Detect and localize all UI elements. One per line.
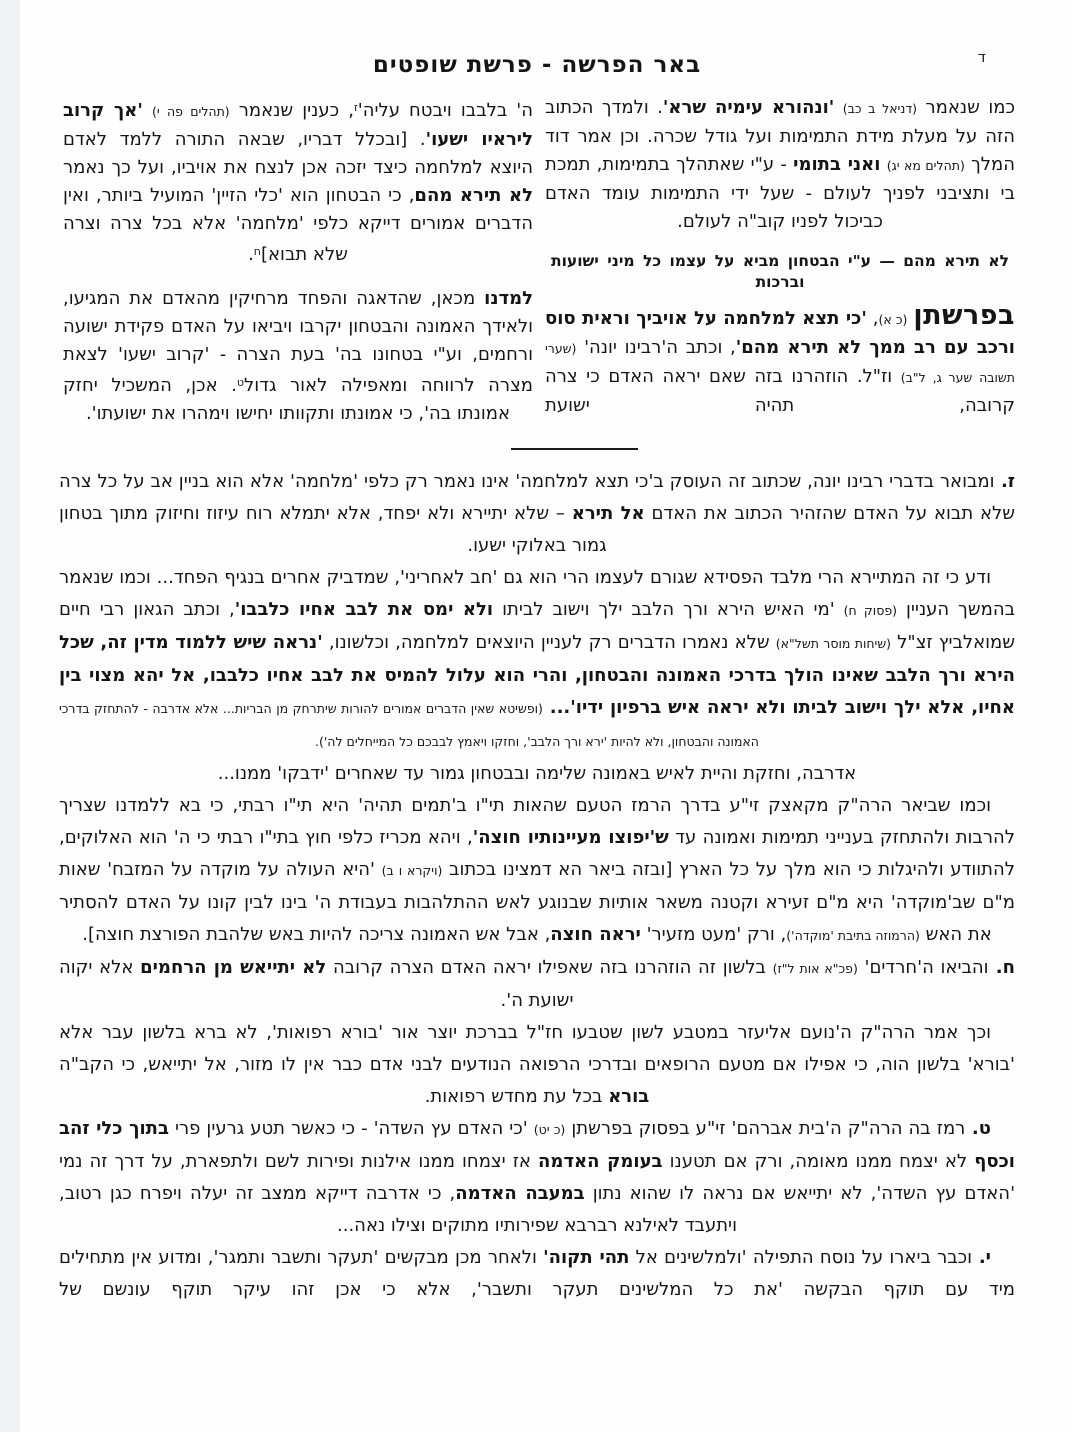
footnote-yud-p1: י. וכבר ביארו על נוסח התפילה 'ולמלשינים אל תהי תקוה' ולאחר מכן מבקשים 'תעקר ותשבר ותמגר', ומדוע אין מתחילים מיד עם תוקף הבקשה 'את כל המלשינים תעקר ותשבר', אלא כי אכן זהו עיקר תוקף עונשם של	[59, 1247, 1015, 1300]
page-number: ד	[977, 48, 986, 66]
footnote-divider	[511, 448, 638, 450]
page-title: באר הפרשה - פרשת שופטים	[372, 52, 702, 78]
paragraph-parshasan: בפרשתן (כ א), 'כי תצא למלחמה על אויביך וראית סוס ורכב עם רב ממך לא תירא מהם', וכתב ה'רבינו יונה' (שערי תשובה שער ג, ל"ב) וז"ל. הוזהרנו בזה שאם יראה האדם כי צרה קרובה, תהיה ישועת	[545, 300, 1015, 416]
two-column-section	[0, 78, 1074, 428]
scan-edge-shadow	[0, 0, 20, 1432]
column-left	[63, 94, 533, 428]
footnote-zayin-p3: אדרבה, וחזקת והיית לאיש באמונה שלימה ובבטחון גמור עד שאחרים 'ידבקו' ממנו...	[217, 763, 857, 784]
footnote-tes-p1: ט. רמז בה הרה"ק ה'בית אברהם' זי"ע בפסוק בפרשתן (כ יט) 'כי האדם עץ השדה' - כי כאשר תטע גרעין פרי בתוך כלי זהב וכסף לא יצמח ממנו מאומה, ורק אם תטענו בעומק האדמה אז יצמחו ממנו אילנות ופירות לשם ולתפארת, על דרך זה נמי 'האדם עץ השדה', לא יתייאש אם נראה לו שהוא נתון במעבה האדמה, כי אדרבה דייקא ממצב זה יעלה ויפרח כגן רטוב, ויתעבד לאילנא רברבא שפירותיו מתוקים וצילו נאה...	[59, 1118, 1016, 1236]
footnote-zayin-p2: ודע כי זה המתיירא הרי מלבד הפסידא שגורם לעצמו הרי הוא גם 'חב לאחריני', שמדביק אחרים בנגיף הפחד... וכמו שנאמר בהמשך העניין (פסוק ח) 'מי האיש הירא ורך הלבב ילך וישוב לביתו ולא ימס את לבב אחיו כלבבו', וכתב הגאון רבי חיים שמואלביץ זצ"ל (שיחות מוסר תשל"א) שלא נאמרו הדברים רק לעניין היוצאים למלחמה, וכלשונו, 'נראה שיש ללמוד מדין זה, שכל הירא ורך הלבב שאינו הולך בדרכי האמונה והבטחון, והרי הוא עלול להמיס את לבב אחיו כלבבו, אל יהא מצוי בין אחיו, אלא ילך וישוב לביתו ולא יראה איש ברפיון ידיו'... (ופשיטא שאין הדברים אמורים להורות שיתרחק מן הבריות... אלא אדרבה - להתחזק בדרכי האמונה והבטחון, ולא להיות 'ירא ורך הלבב', וחזקו ויאמץ לבבכם כל המייחלים לה').	[59, 567, 1016, 749]
paragraph-bitachon-continued: ה' בלבבו ויבטח $עליה'^ז$, כענין שנאמר (תהלים פה י) 'אך קרוב ליראיו ישעו'. [ובכלל דבריו, שבאה התורה ללמד לאדם היוצא למלחמה כיצד יזכה אכן לנצח את אויביו, ועל כך נאמר לא תירא מהם, כי הבטחון הוא 'כלי הזיין' המועיל ביותר, ואין הדברים אמורים דייקא כלפי 'מלחמה' אלא בכל צרה וצרה שלא תבוא]$^ח$.	[63, 100, 534, 265]
section-header: לא תירא מהם — ע"י הבטחון מביא על עצמו כל מיני ישועות וברכות	[551, 252, 1009, 291]
paragraph-lamadnu: למדנו מכאן, שהדאגה והפחד מרחיקין מהאדם את המגיעו, ולאידך האמונה והבטחון יקרבו ויביאו על האדם פקידת ישועה ורחמים, וע"י בטחונו בה' בעת הצרה - 'קרוב ישעו' לצאת מצרה לרווחה ומאפילה לאור גדול$^ט$. אכן, המשכיל יחזק אמונתו בה', כי אמונתו ותקוותו יחישו וימהרו את ישועתו'.	[63, 288, 533, 424]
paragraph-temimus: כמו שנאמר (דניאל ב כב) 'ונהורא עימיה שרא'. ולמדך הכתוב הזה על מעלת מידת התמימות ועל גודל שכרה. וכן אמר דוד המלך (תהלים מא יג) ואני בתומי - ע"י שאתהלך בתמימות, תמכת בי ותציבני לפניך לעולם - שעל ידי התמימות עומד האדם כביכול לפניו קוב"ה לעולם.	[545, 97, 1015, 232]
footnote-zayin-p1: ז. ומבואר בדברי רבינו יונה, שכתוב זה העוסק ב'כי תצא למלחמה' אינו נאמר רק כלפי 'מלחמה' אלא הוא בניין אב על כל צרה שלא תבוא על האדם שהזהיר הכתוב את האדם אל תירא – שלא יתיירא ולא יפחד, אלא יתמלא רוח עיזוז וחיזוק מתוך בטחון גמור באלוקי ישעו.	[59, 471, 1015, 556]
footnote-ches-p2: וכך אמר הרה"ק ה'נועם אליעזר במטבע לשון שטבעו חז"ל בברכת יוצר אור 'בורא רפואות', לא ברא בלשון עבר אלא 'בורא' בלשון הוה, כי אפילו אם מטעם הרופאים ובדרכי הרפואה הנודעים לבני אדם כבר אין לו מזור, אל יתייאש, כי הקב"ה בורא בכל עת מחדש רפואות.	[59, 1022, 1015, 1107]
column-right	[545, 94, 1015, 428]
footnotes-section	[0, 460, 1074, 1306]
footnote-ches-p1: ח. והביאו ה'חרדים' (פכ"א אות ל"ז) בלשון זה הוזהרנו בזה שאפילו יראה האדם הצרה קרובה לא יתייאש מן הרחמים אלא יקוה ישועת ה'.	[59, 957, 1015, 1011]
footnote-zayin-p4: וכמו שביאר הרה"ק מקאצק זי"ע בדרך הרמז הטעם שהאות תי"ו ב'תמים תהיה' היא תי"ו רבתי, כי בא ללמדנו שצריך להרבות ולהתחזק בענייני תמימות ואמונה עד ש'יפוצו מעיינותיו חוצה', ויהא מכריז כלפי חוץ בתי"ו רבתי כי ה' הוא האלוקים, להתוודע ולהיגלות כי הוא מלך על כל הארץ [ובזה ביאר הא דמצינו בכתוב (ויקרא ו ב) 'היא העולה על מוקדה על המזבח' שאות מ"ם שב'מוקדה' היא מ"ם זעירא וקטנה משאר אותיות שבנוגע לאש ההתלהבות בעבודת ה' בינו לבין קונו על האדם להסתיר את האש (הרמוזה בתיבת 'מוקדה'), ורק 'מעט מזעיר' יראה חוצה, אבל אש האמונה צריכה להיות באש שלהבת הפורצת חוצה].	[59, 795, 1015, 945]
